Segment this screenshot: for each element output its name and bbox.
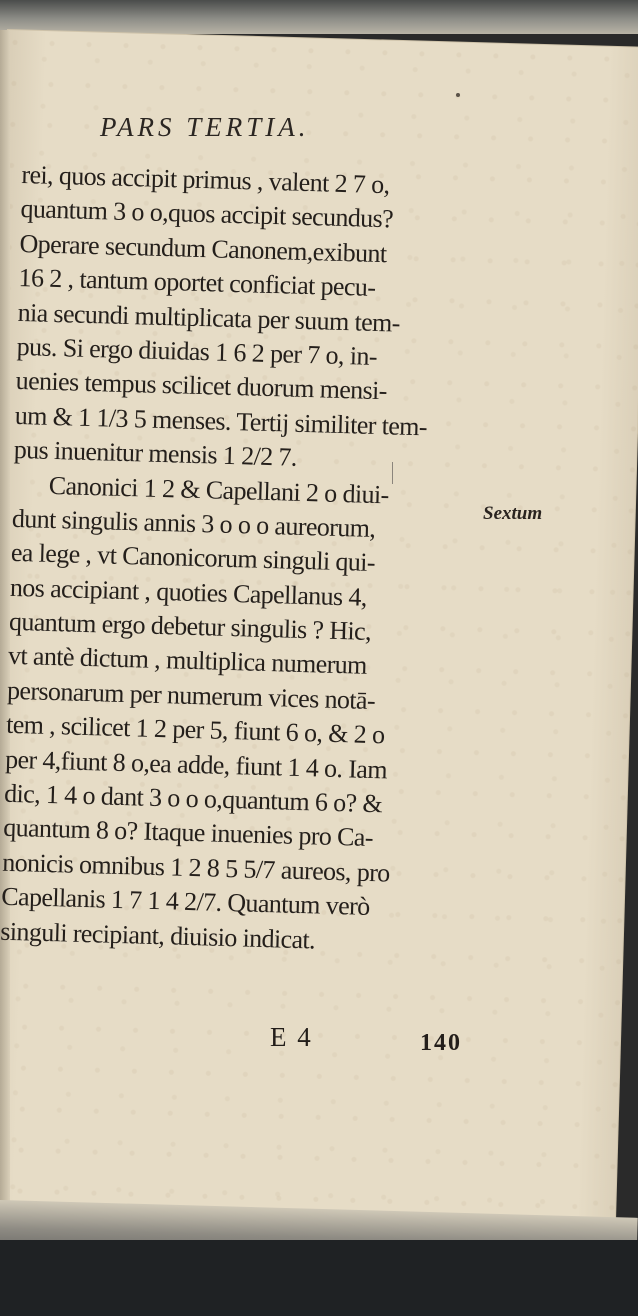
text-line: uenies tempus scilicet duorum mensi- xyxy=(15,366,388,406)
text-line: quantum ergo debetur singulis ? Hic, xyxy=(8,606,372,647)
background-surface xyxy=(0,1240,638,1316)
text-line: dic, 1 4 o dant 3 o o o,quantum 6 o? & xyxy=(3,778,383,819)
page-number: 140 xyxy=(420,1030,462,1056)
text-line: nonicis omnibus 1 2 8 5 5/7 aureos, pro xyxy=(1,847,391,888)
text-line: tem , scilicet 1 2 per 5, fiunt 6 o, & 2 o xyxy=(5,710,385,750)
text-line: Capellanis 1 7 1 4 2/7. Quantum verò xyxy=(0,881,370,922)
text-line: ea lege , vt Canonicorum singuli qui- xyxy=(10,538,376,578)
text-line: per 4,fiunt 8 o,ea adde, fiunt 1 4 o. Iam xyxy=(4,744,388,785)
show-through-mark xyxy=(392,462,393,484)
text-line: 16 2 , tantum oportet conficiat pecu- xyxy=(18,263,376,303)
signature-mark: E 4 xyxy=(270,1022,313,1052)
text-line: pus. Si ergo diuidas 1 6 2 per 7 o, in- xyxy=(16,331,378,371)
text-line: dunt singulis annis 3 o o o aureorum, xyxy=(11,503,376,543)
text-line: nos accipiant , quoties Capellanus 4, xyxy=(9,572,368,612)
text-line: nia secundi multiplicata per suum tem- xyxy=(17,297,401,338)
running-head: PARS TERTIA. xyxy=(100,112,310,142)
text-line: rei, quos accipit primus , valent 2 7 o, xyxy=(21,159,390,200)
body-text xyxy=(0,158,482,962)
text-line: quantum 8 o? Itaque inuenies pro Ca- xyxy=(2,813,374,853)
ink-spot xyxy=(456,93,460,97)
text-line: vt antè dictum , multiplica numerum xyxy=(7,641,368,681)
text-line: quantum 3 o o,quos accipit secundus? xyxy=(20,194,394,234)
margin-note: Sextum xyxy=(483,503,543,524)
text-line: um & 1 1/3 5 menses. Tertij similiter tem- xyxy=(14,400,428,442)
text-line: Canonici 1 2 & Capellani 2 o diui- xyxy=(48,470,390,509)
book-top-edge xyxy=(0,0,638,34)
text-line: personarum per numerum vices notā- xyxy=(6,675,376,715)
text-line: Operare secundum Canonem,exibunt xyxy=(19,228,387,268)
text-line: singuli recipiant, diuisio indicat. xyxy=(0,916,316,955)
text-line: pus inuenitur mensis 1 2/2 7. xyxy=(13,435,298,472)
